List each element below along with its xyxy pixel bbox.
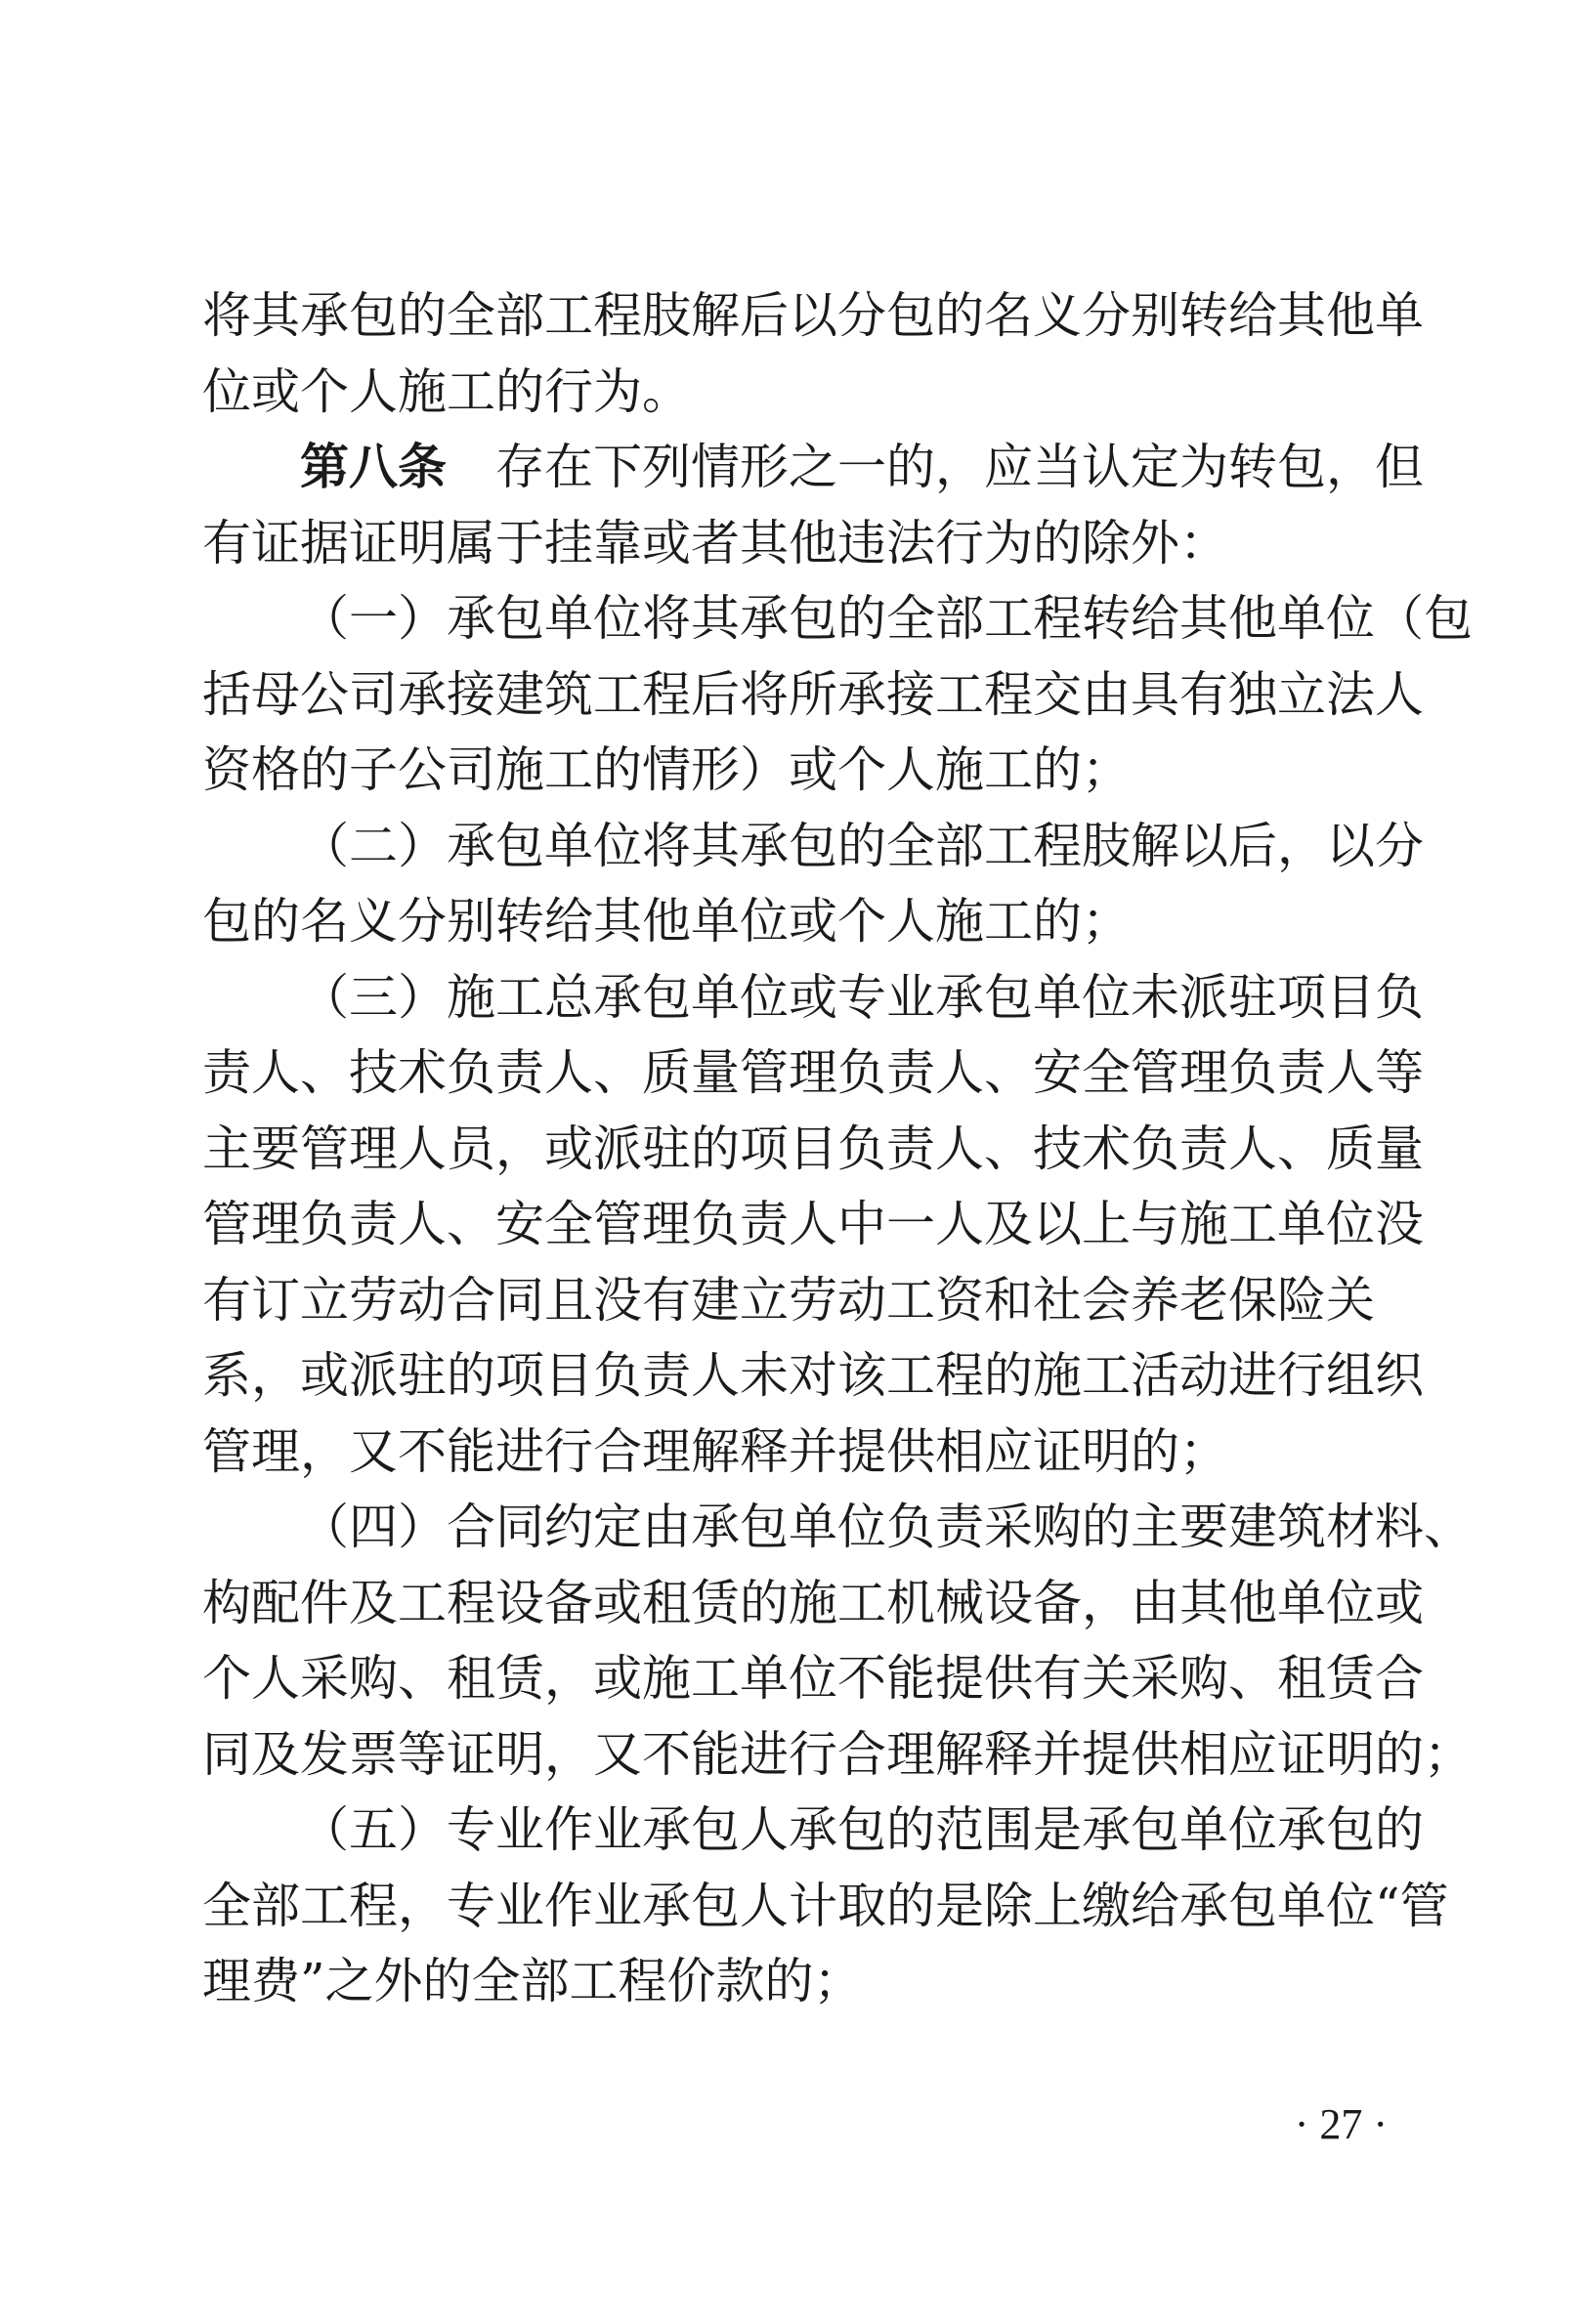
list-item-line: 理费”之外的全部工程价款的； (202, 1953, 863, 2009)
list-item-line: 责人、技术负责人、质量管理负责人、安全管理负责人等 (202, 1044, 1424, 1101)
text-line: 将其承包的全部工程肢解后以分包的名义分别转给其他单 (202, 287, 1424, 344)
list-item-line: 包的名义分别转给其他单位或个人施工的； (202, 893, 1131, 950)
list-item-line: （四）合同约定由承包单位负责采购的主要建筑材料、 (300, 1499, 1473, 1555)
list-item-line: 全部工程，专业作业承包人计取的是除上缴给承包单位“管 (202, 1877, 1449, 1934)
list-item-line: 主要管理人员，或派驻的项目负责人、技术负责人、质量 (202, 1120, 1424, 1177)
list-item-line: 资格的子公司施工的情形）或个人施工的； (202, 741, 1131, 798)
list-item-line: 管理负责人、安全管理负责人中一人及以上与施工单位没 (202, 1196, 1424, 1252)
list-item-line: 括母公司承接建筑工程后将所承接工程交由具有独立法人 (202, 665, 1424, 723)
list-item-line: （三）施工总承包单位或专业承包单位未派驻项目负 (300, 968, 1424, 1026)
page-number: · 27 · (1294, 2100, 1388, 2148)
list-item-line: 系，或派驻的项目负责人未对该工程的施工活动进行组织 (202, 1347, 1424, 1404)
body-text (202, 278, 1473, 2020)
article-text: 存在下列情形之一的，应当认定为转包，但 (495, 439, 1424, 495)
text-line: 位或个人施工的行为。 (202, 362, 691, 420)
list-item-line: 个人采购、租赁，或施工单位不能提供有关采购、租赁合 (202, 1650, 1424, 1707)
list-item-line: 管理，又不能进行合理解释并提供相应证明的； (202, 1422, 1228, 1480)
list-item-line: （五）专业作业承包人承包的范围是承包单位承包的 (300, 1801, 1424, 1858)
list-item-line: （一）承包单位将其承包的全部工程转给其他单位（包 (300, 590, 1473, 647)
list-item-line: （二）承包单位将其承包的全部工程肢解以后，以分 (300, 817, 1424, 874)
list-item-line: 构配件及工程设备或租赁的施工机械设备，由其他单位或 (202, 1574, 1424, 1631)
list-item-line: 有订立劳动合同且没有建立劳动工资和社会养老保险关 (202, 1271, 1375, 1329)
text-line: 有证据证明属于挂靠或者其他违法行为的除外： (202, 514, 1228, 571)
list-item-line: 同及发票等证明，又不能进行合理解释并提供相应证明的； (202, 1725, 1473, 1783)
article-label: 第八条 (300, 439, 447, 495)
article-heading-line (202, 430, 1424, 506)
